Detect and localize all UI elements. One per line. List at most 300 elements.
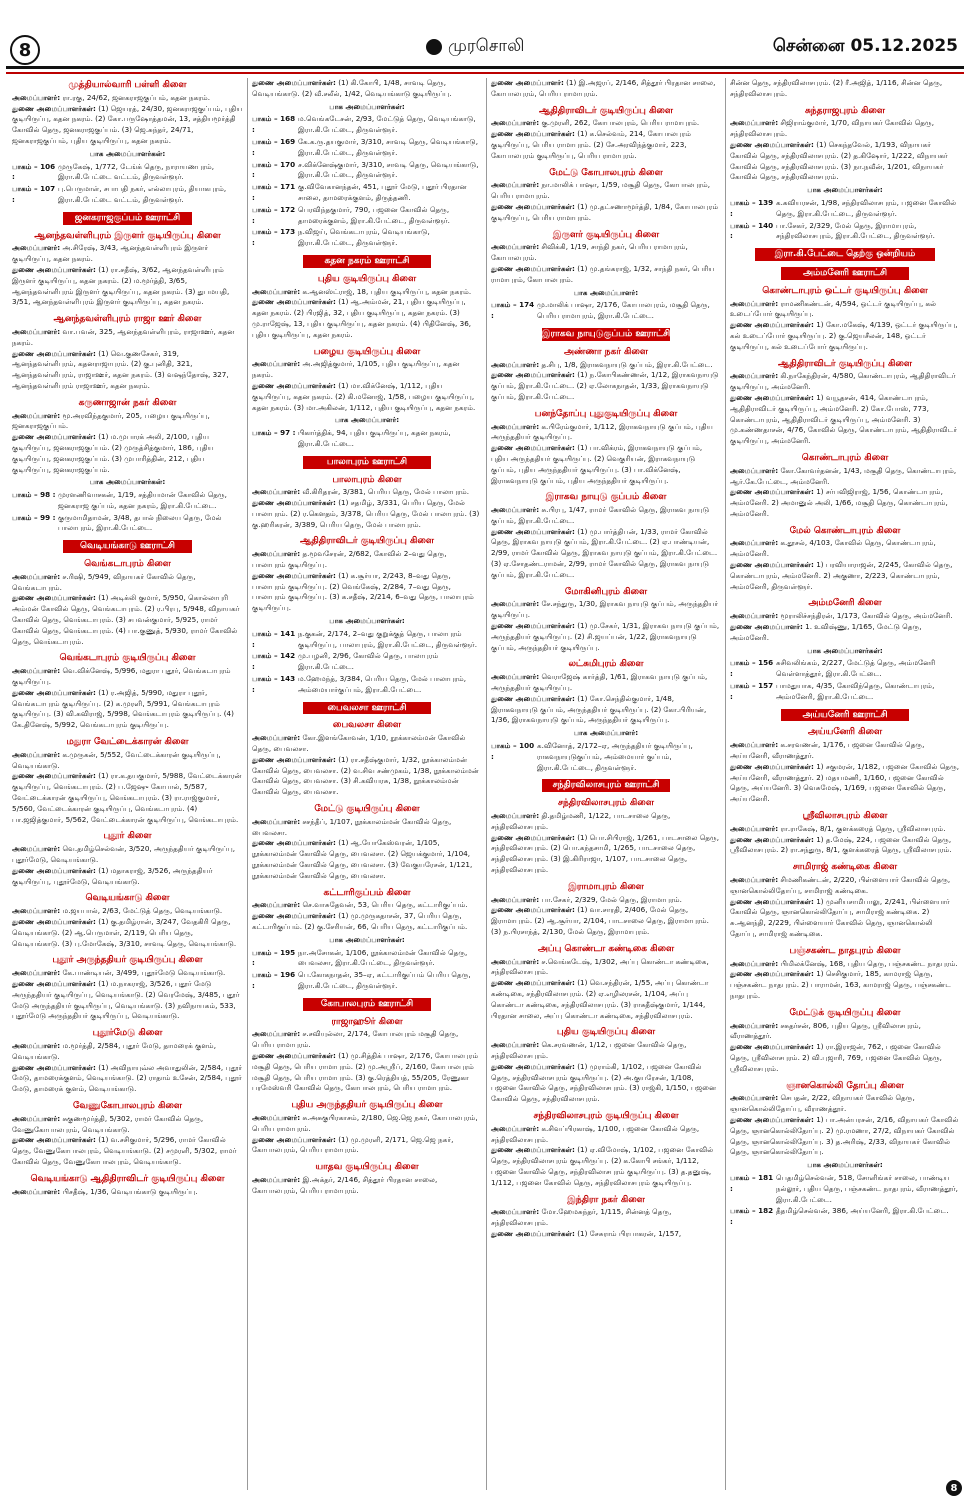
member-details: 1) சர்பவிஜிராஜ், 1/56, கொண்டாபுரம், அம்மனேரி. 2) அமானுல் அலி, 1/66, மசூதி தெரு, கொண்டாபுரம், அம்மனேரி. xyxy=(730,487,948,518)
member-entry xyxy=(491,1145,721,1188)
branch-block xyxy=(730,1081,960,1228)
branch-heading: மேட்டு குடியிருப்பு கிளை xyxy=(314,804,420,815)
booth-number: பாகம் – 169 : xyxy=(252,136,296,157)
role-label: அமைப்பாளர்: xyxy=(491,118,540,128)
role-label: அமைப்பாளர்: xyxy=(730,465,779,475)
member-details: (1) ம.முபாரக் அலி, 2/100, புதிய குடியிருப்பு, ஜனகராஜகுப்பம். (2) முருத்சித்குமார், 186, புதிய குடியிருப்பு, ஜனகராஜகுப்பம். (3) முபாரித்தின், 212, புதிய குடியிருப்பு, ஜனகராஜகுப்பம். xyxy=(12,432,214,474)
panchayat-heading: சந்திரவிலாசபுரம் ஊராட்சி xyxy=(542,779,671,792)
member-entry xyxy=(12,1041,243,1063)
role-label: துணை அமைப்பாளர்கள்: xyxy=(12,978,96,988)
member-entry xyxy=(730,897,960,940)
booth-member: ந.குகன், 2/174, 2–வது குறுக்குத் தெரு, பாலாபுரம் குடியிருப்பு, பாலாபுரம், இரா.கி.பேட்டை, திருவள்ளூர். xyxy=(298,628,477,649)
member-details: (1) ஜெயரத், 24/30, ஜனகராஜகுப்பம், புதிய குடியிருப்பு, கதன நகரம். (2) கோ.பருஷோத்தமன், 13, சத்தியமூர்த்தி கோவில் தெரு, ஜனகராஜகுப்பம். (3) ஜெ.சுந்தர், 24/71, ஜனகராஜகுப்பம், புதிய குடியிருப்பு, கதன நகரம். xyxy=(12,103,243,145)
branch-heading: சந்திரவிலாசபுரம் குடியிருப்பு கிளை xyxy=(533,1110,679,1121)
branch-block xyxy=(730,862,960,940)
branch-block xyxy=(12,212,243,225)
member-entry xyxy=(252,1135,482,1157)
member-entry xyxy=(730,824,960,835)
member-details: 1) சகுமரன், 1/182, பஜனை கோவில் தெரு, அய்யனேரி, வீராணத்தூர். 2) மதயமணி, 1/160, பஜனை கோவில் தெரு, அய்யனேரி. 3) வெசுமேஷ், 1/169, பஜனை கோவில் தெரு, அய்யனேரி. xyxy=(730,761,960,804)
member-entry xyxy=(252,487,482,498)
member-entry xyxy=(491,360,721,371)
member-entry xyxy=(730,466,960,488)
branch-block xyxy=(12,231,243,309)
role-label: துணை அமைப்பாளர்கள்: xyxy=(12,348,96,358)
booth-number: பாகம் – 195 : xyxy=(252,947,296,968)
emblem-icon xyxy=(426,39,442,55)
member-entry xyxy=(252,1113,482,1135)
member-entry xyxy=(491,672,721,694)
booth-subheading: பாக அமைப்பாளர்கள்: xyxy=(329,934,405,944)
member-details: நா.மாலிக் பாஷா, 1/59, மசூதி தெரு, கோபாலபுரம், பெரிய ராமாபுரம். xyxy=(491,180,711,201)
booth-number: பாகம் – 141 : xyxy=(252,628,296,649)
member-details: கி.நாகேந்திரன், 4/580, கொண்டாபுரம், ஆதிதிராவிடர் குடியிருப்பு, அம்மனேரி. xyxy=(730,371,956,392)
booth-member: மு.மாலிக் பாஷா, 2/176, கோபாலபுரம், மசூதி தெரு, பெரிய ராமாபுரம், இரா.கி.பேட்டை. xyxy=(537,300,710,321)
member-entry xyxy=(730,560,960,592)
role-label: துணை அமைப்பாளர்கள்: xyxy=(491,370,575,380)
booth-number: பாகம் – 100 : xyxy=(491,741,535,761)
member-details: (1) ஆ.யோகேஸ்வரன், 1/105, நூக்காலம்மன் கோவில் தெரு, பைவலசா. (2) ஜெயக்குமார், 1/104, நூக்காலம்மன் கோவில் தெரு, பைவலசா. (3) வேகுயரேசன், 1/121, நூக்காலம்மன் கோவில் தெரு, பைவலசா. xyxy=(252,838,473,880)
booth-member: க.கவியரசன், 1/98, சந்திரவிலாசபுரம், பஜனை கோவில் தெரு, இரா.கி.பேட்டை, திருவள்ளூர். xyxy=(776,197,957,218)
booth-number: பாகம் – 196 : xyxy=(252,970,296,990)
member-details: மோ.ஹேமசுந்தர், 1/115, சின்னத் தெரு, சந்திரவிலாசபுரம். xyxy=(491,1207,672,1228)
branch-heading: பனந்தோப்பு புதுகுடியிருப்பு கிளை xyxy=(534,408,678,419)
member-entry xyxy=(491,957,721,979)
role-label: அமைப்பாளர்: xyxy=(491,1040,540,1050)
member-entry xyxy=(491,180,721,202)
member-details: (1) சதமிழ், 3/331, பெரிய தெரு, மேல் பாலாபுரம். (2) ர.கெளதம், 3/378, பெரிய தெரு, மேல் பாலாபுரம். (3) கு.ஹரிகரன், 3/389, பெரிய தெரு, மேல் பாலாபுரம். xyxy=(252,498,480,529)
role-label: அமைப்பாளர்: xyxy=(491,1207,540,1217)
branch-block xyxy=(491,328,721,341)
panchayat-heading: ஜனகராஜகுப்பம் ஊராட்சி xyxy=(63,212,192,225)
member-entry xyxy=(252,297,482,340)
member-details: (1) ந.கோபிகண்ணன், 1/12, இராகவநாயுடு குப்பம், இரா.கி.பேட்டை. (2) ஏ.லோகநாதன், 1/33, இராகவநாயுடு குப்பம், இரா.கி.பேட்டை. xyxy=(491,370,719,401)
role-label: துணை அமைப்பாளர்கள்: xyxy=(252,1050,336,1060)
role-label: துணை அமைப்பாளர்கள்: xyxy=(252,1134,336,1144)
member-entry xyxy=(491,599,721,621)
branch-heading: ஆதிதிராவிடர் குடியிருப்பு கிளை xyxy=(300,536,434,547)
booth-entry xyxy=(252,674,482,696)
member-details: பிசதீஷ், 1/36, வெடியங்காடு குடியிருப்பு. xyxy=(62,1186,198,1196)
branch-block xyxy=(12,893,243,949)
role-label: அமைப்பாளர்: xyxy=(12,326,61,336)
booth-member: கே.க.ரு.தயகுமார், 3/310, சாவடி தெரு, வெடியங்காடு, இரா.கி.பேட்டை, திருவள்ளூர். xyxy=(298,136,478,157)
member-details: கே.பாண்டியன், 3/499, புதூர்மேடு வெடியங்காடு. xyxy=(62,968,226,978)
member-details: க.முருகன், 5/552, வேட்டைக்காரன் குடியிருப்பு, வெடியங்காடு. xyxy=(12,749,221,770)
member-details: 1) த.மேஷ், 224, பஜனை கோவில் தெரு, ஸ்ரீவிலாசபுரம். 2) ரா.சந்துரு, 8/1, குளக்கரைத் தெரு, ஸ்ரீவிலாசபுரம். xyxy=(730,834,952,855)
member-entry xyxy=(730,762,960,805)
role-label: அமைப்பாளர்: xyxy=(12,92,61,102)
branch-block xyxy=(491,1027,721,1105)
member-entry xyxy=(730,1042,960,1074)
branch-block xyxy=(730,248,960,261)
booth-member: மு.பழனி, 2/96, கோவில் தெரு, பாலாபுரம் இரா.கி.பேட்டை. xyxy=(298,651,439,672)
branch-block xyxy=(491,492,721,580)
paper-name xyxy=(426,36,525,58)
booth-number: பாகம் – 172 : xyxy=(252,204,296,225)
member-details: (1) வ.சசிகுமார், 5/296, ராமர் கோவில் தெரு, வேணுகோபாலபுரம், வெடியங்காடு. (2) சமுரளி, 5/302, ராமர் கோவில் தெரு, வேணுகோபாலபுரம், வெடியங்காடு. xyxy=(12,1135,237,1166)
booth-subheading: பாக அமைப்பாளர்கள்: xyxy=(807,1160,883,1170)
booth-subheading: பாக அமைப்பாளர்: xyxy=(573,728,639,738)
member-entry xyxy=(730,959,960,970)
branch-block xyxy=(491,347,721,403)
member-entry xyxy=(491,1124,721,1146)
booth-number: பாகம் – 156 : xyxy=(730,658,774,679)
member-details: 1) செசிகுமார், 185, காமராஜ் தெரு, பஞ்சகண்ட நாதபுரம். 2) பாராமன், 163, காமராஜ் தெரு, பஞ்சகண்ட நாதபுரம். xyxy=(730,969,952,1000)
member-details: கோ.இளங்கோவன், 1/10, நூக்காலம்மன் கோவில் தெரு, பைவலசா. xyxy=(252,733,466,754)
member-entry xyxy=(252,381,482,413)
branch-block xyxy=(12,831,243,887)
branch-heading: லட்சுமிபுரம் கிளை xyxy=(568,659,644,670)
column-1 xyxy=(8,78,247,1490)
booth-member: கு.விவேகானந்தன், 451, புதூர் மேடு, புதூர் பிரதான சாலை, தாமரைக்குளம், திருத்தணி. xyxy=(298,182,467,202)
column-3 xyxy=(486,78,725,1490)
booth-number: பாகம் – 173 : xyxy=(252,227,296,248)
booth-member: முரளணிவாசகன், 1/19, சத்தியமான் கோவில் தெரு, ஜனகராஜ குப்பம், கதன நகரம், இரா.கி.பேட்டை. xyxy=(58,490,227,510)
role-label: துணை அமைப்பாளர்கள்: xyxy=(491,1061,575,1071)
member-details: வீ.கிரிதரன், 3/381, பெரிய தெரு, மேல் பாலாபுரம். xyxy=(302,487,470,497)
member-entry xyxy=(730,1093,960,1115)
branch-block xyxy=(252,804,482,882)
branch-heading: வெடியங்காடு கிளை xyxy=(85,893,170,904)
branch-block xyxy=(491,1195,721,1240)
member-entry xyxy=(12,688,243,731)
branch-block xyxy=(12,653,243,731)
member-entry xyxy=(12,844,243,866)
branch-heading: புதூர் அருந்ததியர் குடியிருப்பு கிளை xyxy=(52,955,203,966)
member-details: ரா.ராகேஷ், 8/1, குளக்கரைத் தெரு, ஸ்ரீவிலாசபுரம். xyxy=(780,823,946,833)
role-label: அமைப்பாளர்: xyxy=(491,894,540,904)
branch-block xyxy=(730,106,960,243)
role-label: துணை அமைப்பாளர்கள்: xyxy=(12,432,96,442)
panchayat-heading: பாலாபுரம் ஊராட்சி xyxy=(303,456,432,469)
member-entry xyxy=(252,838,482,881)
member-details: கெ.சரவணன், 1/12, பஜனை கோவில் தெரு, சந்திரவிலாசபுரம். xyxy=(491,1040,687,1060)
branch-heading: ஸ்ரீவிலாசபுரம் கிளை xyxy=(802,811,888,822)
member-details: (1) சேசுராம் பிரபாகரன், 1/157, xyxy=(577,1228,682,1238)
branch-heading: புதூர் கிளை xyxy=(103,831,152,842)
booth-number: பாகம் – 140 : xyxy=(730,220,774,241)
branch-heading: ராஜாஹூர் கிளை xyxy=(331,1016,403,1027)
branch-block xyxy=(252,720,482,798)
branch-heading: புதிய குடியிருப்பு கிளை xyxy=(317,273,417,284)
role-label: துணை அமைப்பாளர்கள்: xyxy=(730,761,814,771)
role-label: துணை அமைப்பாளர்கள்: xyxy=(491,526,575,536)
member-entry xyxy=(730,835,960,857)
role-label: அமைப்பாளர்: xyxy=(252,1112,301,1122)
booth-member: நா.அசோகன், 1/106, நூக்காலம்மன் கோவில் தெரு, பைவலசா, இரா.கி.பேட்டை, திருவள்ளூர். xyxy=(298,947,468,968)
role-label: அமைப்பாளர்: xyxy=(252,286,301,296)
booth-number: பாகம் – 157 : xyxy=(730,681,774,701)
member-entry xyxy=(730,371,960,393)
booth-number: பாகம் – 181 : xyxy=(730,1172,774,1193)
branch-block xyxy=(12,1028,243,1095)
member-details: கோ.கோவர்தனன், 1/43, மசூதி தெரு, கொண்டாபுரம், ஆர்.கே.பேட்டை, அம்மனேரி. xyxy=(730,465,957,486)
member-details: அ.சிரேஷ், 3/43, ஆனந்தவள்ளிபுரம் இருளர் குடியிருப்பு, கதன நகரம். xyxy=(12,243,209,264)
branch-block xyxy=(252,888,482,992)
branch-heading: கருணாஜான் நகர் கிளை xyxy=(78,397,177,408)
role-label: அமைப்பாளர்: xyxy=(730,538,779,548)
branch-heading: முத்தியால்வாரி பள்ளி கிளை xyxy=(68,80,187,90)
member-entry xyxy=(730,78,960,100)
member-entry xyxy=(12,93,243,104)
branch-heading: வெங்கடாபுரம் கிளை xyxy=(84,559,171,570)
booth-entry xyxy=(252,948,482,970)
branch-heading: புதூர்மேடு கிளை xyxy=(92,1028,163,1039)
member-entry xyxy=(491,621,721,653)
booth-member: ந.விஜய், வெங்கடாபுரம், வெடியங்காடு, இரா.கி.பேட்டை, திருவள்ளூர். xyxy=(298,227,430,248)
role-label: துணை அமைப்பாளர்கள்: xyxy=(12,687,96,697)
booth-member: முருகேஷ், 1/772, டேங்க் தெரு, நாராயணபுரம், இரா.கி.பேட்டை வட்டம், திருவள்ளூர். xyxy=(58,161,215,182)
booth-subheading: பாக அமைப்பாளர்கள்: xyxy=(329,616,405,626)
member-entry xyxy=(252,571,482,614)
member-details: சிவிக்கி, 1/19, சாந்தி நகர், பெரிய ராமாபுரம், கோபாலபுரம். xyxy=(491,242,688,263)
branch-block xyxy=(491,587,721,654)
booth-entry xyxy=(252,629,482,651)
booth-entry xyxy=(252,227,482,249)
member-entry xyxy=(252,1051,482,1094)
branch-heading: சந்திரவிலாசபுரம் கிளை xyxy=(558,798,654,809)
member-entry xyxy=(252,1029,482,1051)
role-label: அமைப்பாளர்: xyxy=(252,487,301,497)
role-label: அமைப்பாளர்: xyxy=(730,611,779,621)
role-label: அமைப்பாளர்: xyxy=(730,875,779,884)
member-details: (1) மு.முரளி, 2/171, ஜெ.ஜெ நகர், கோபாலபுரம், பெரிய ராமாபுரம். xyxy=(252,1134,454,1155)
member-details: (1) வெ.சந்திரன், 1/55, அப்பு கொண்டா கண்டிகை, சந்திரவிலாசபுரம். (2) ஏ.எழிலரசன், 1/104, அப்பு கொண்டா கண்டிகை, சந்திரவிலாசபுரம். (3) ராசுதீஷ்குமார், 1/144, பிரதான சாலை, அப்பு கொண்டா கண்டிகை, சந்திரவிலாசபுரம். xyxy=(491,978,709,1020)
role-label: துணை அமைப்பாளர்கள்: xyxy=(730,1114,814,1124)
role-label: துணை அமைப்பாளர்கள்: xyxy=(730,392,814,402)
branch-heading: ஞானகொல்லி தோப்பு கிளை xyxy=(786,1080,904,1091)
panchayat-heading: அய்யனேரி ஊராட்சி xyxy=(781,709,910,722)
branch-heading: கட்டாரிகுப்பம் கிளை xyxy=(323,887,411,898)
member-details: 1) பரவியாராஜன், 2/245, கோவில் தெரு, கொண்டாபுரம், அம்மனேரி. 2) அகுணா, 2/223, கொண்டாபுரம், அம்மனேரி, திருவள்ளூர். xyxy=(730,560,953,591)
role-label: அமைப்பாளர்: xyxy=(730,958,779,968)
branch-block xyxy=(491,659,721,773)
member-entry xyxy=(12,771,243,825)
role-label: அமைப்பாளர்: xyxy=(12,410,61,420)
role-label: துணை அமைப்பாளர்கள்: xyxy=(12,103,96,113)
member-details: அ.அஜித்குமார், 1/105, புதிய குடியிருப்பு, கதன நகரம். xyxy=(252,359,460,380)
member-details: கு.முரளி, 262, கோபாலபுரம், பெரிய ராமாபுரம். xyxy=(541,118,700,128)
member-details: (1) மு.முருகதாசன், 37, பெரிய தெரு, கட்டாரிகுப்பம். (2) கு.சேரியன், 66, பெரிய தெரு, கட்டாரிகுப்பம். xyxy=(252,911,468,931)
member-details: (1) ம.நாகராஜ், 3/526, புதூர் மேடு அருந்ததியர் குடியிருப்பு, வெடியங்காடு. (2) வெரமேஷ், 3/485, புதூர் மேடு அருந்ததியர் குடியிருப்பு, வெடியங்காடு. (3) நவிநாயகம், 533, புதூர்மேடு அருந்ததியர் குடியிருப்பு, வெடியங்காடு. xyxy=(12,978,240,1021)
role-label: துணை அமைப்பாளர்கள்: xyxy=(252,498,336,508)
member-details: (1) ஏ.விமோஷ், 1/102, பஜனை கோவில் தெரு, சந்திரவிலாசபுரம் குடியிருப்பு. (2) க.கோபி சங்கர், 1/112, பஜனை கோவில் தெரு, சந்திரவிலாசபுரம் குடியிருப்பு. (3) த.தனுஷ், 1/112, பஜனை கோவில் தெரு, சந்திரவிலாசபுரம் குடியிருப்பு. xyxy=(491,1145,714,1187)
member-entry xyxy=(491,443,721,486)
member-details: தி.தமிழ்மணி, 1/122, பாடசாலை தெரு, சந்திரவிலாசபுரம். xyxy=(491,811,671,831)
role-label: துணை அமைப்பாளர்கள்: xyxy=(252,380,336,390)
member-entry xyxy=(491,370,721,402)
member-entry xyxy=(491,1207,721,1229)
branch-block xyxy=(730,1008,960,1075)
member-entry xyxy=(730,969,960,1001)
union-heading: இரா.கி.பேட்டை தெற்கு ஒன்றியம் xyxy=(755,248,934,261)
branch-heading: அண்ணா நகர் கிளை xyxy=(563,346,649,357)
member-entry xyxy=(730,299,960,321)
role-label: அமைப்பாளர்: xyxy=(252,816,301,826)
member-details: (1) மு.பார்த்திபன், 1/33, ராமர் கோவில் தெரு, இராகவ நாயுடு குப்பம், இரா.கி.பேட்டை. (2) ஏ.பாண்டியன், 2/99, ராமர் கோவில் தெரு, இராகவ நாயுடு குப்பம், இரா.கி.பேட்டை. (3) ஏ.சோதண்டராமன், 2/99, ராமர் கோவில் தெரு, இராகவ நாயுடு குப்பம், இரா.கி.பேட்டை. xyxy=(491,526,718,579)
member-entry xyxy=(491,978,721,1021)
member-details: ச.ரிஷி, 5/949, விநாயகர் கோவில் தெரு, வெங்கடாபுரம். xyxy=(12,571,196,592)
booth-entry xyxy=(730,681,960,703)
member-entry xyxy=(491,118,721,129)
member-details: (1) மு.சேகர், 1/31, இராகவ நாயுடு குப்பம், அருந்ததியர் குடியிருப்பு. (2) சி.ஜயப்பன், 1/22, இராகவநாயுடு குப்பம், அருந்ததியர் குடியிருப்பு. xyxy=(491,621,720,652)
branch-block xyxy=(12,80,243,206)
branch-block xyxy=(491,168,721,224)
role-label: அமைப்பாளர்: xyxy=(491,599,540,609)
booth-entry xyxy=(491,741,721,773)
booth-entry xyxy=(12,490,243,512)
booth-number: பாகம் – 182 : xyxy=(730,1206,774,1227)
booth-number: பாகம் – 142 : xyxy=(252,651,296,672)
member-details: 1) ரா.இராஜன், 762, பஜனை கோவில் தெரு, ஸ்ரீவிலாசபுரம். 2) வி.புஜாரி, 769, பஜனை கோவில் தெரு, ஸ்ரீவிலாசபுரம். xyxy=(730,1042,942,1073)
member-details: (1) செகந்தவேல், 1/193, விநாயகர் கோவில் தெரு, சந்திரவிலாசபுரம். (2) த.கிஷோர், 1/222, விநாயகர் கோவில் தெரு, சந்திரவிலாசபுரம். (3) நா.நவீன், 1/201, விநாயகர் கோவில் தெரு, சந்திரவிலாசபுரம். xyxy=(730,139,948,182)
header-rule xyxy=(6,72,964,74)
member-entry xyxy=(12,593,243,647)
member-details: க.சிவப்பிரகாஷ், 1/100, பஜனை கோவில் தெரு, சந்திரவிலாசபுரம். xyxy=(491,1123,700,1144)
member-details: மூராலிச்சந்திரன், 1/173, கோவில் தெரு, அம்மனேரி. xyxy=(780,611,953,621)
branch-block xyxy=(12,1174,243,1198)
role-label: துணை அமைப்பாளர்கள்: xyxy=(12,1135,96,1145)
role-label: அமைப்பாளர்: xyxy=(252,733,301,743)
booth-subheading: பாக அமைப்பாளர்கள்: xyxy=(807,185,883,195)
booth-member: பிகார்த்திக், 94, புதிய குடியிருப்பு, கதன நகரம், இரா.கி.பேட்டை. xyxy=(298,428,451,448)
branch-heading: கொண்டாபுரம் கிளை xyxy=(801,452,889,463)
member-entry xyxy=(491,202,721,224)
member-details: (1) மதாகராஜ், 3/526, அருந்ததியர் குடியிருப்பு, புதூர்மேடு, வெடியங்காடு. xyxy=(12,865,213,886)
branch-block xyxy=(12,737,243,825)
role-label: துணை அமைப்பாளர்கள்: xyxy=(491,201,575,211)
branch-block xyxy=(730,78,960,100)
branch-heading: புதிய அருந்ததியர் குடியிருப்பு கிளை xyxy=(291,1100,443,1111)
role-label: அமைப்பாளர்: xyxy=(730,118,779,128)
role-label: அமைப்பாளர்: xyxy=(252,549,301,559)
role-label: துணை அமைப்பாளர்கள்: xyxy=(252,754,336,764)
member-entry xyxy=(252,549,482,571)
member-entry xyxy=(730,611,960,622)
branch-block xyxy=(252,998,482,1011)
member-entry xyxy=(252,733,482,755)
branch-heading: புதிய குடியிருப்பு கிளை xyxy=(556,1027,656,1038)
role-label: அமைப்பாளர்: xyxy=(491,956,540,966)
member-entry xyxy=(12,1187,243,1198)
branch-heading: இராமாபுரம் கிளை xyxy=(568,881,644,892)
branch-heading: வேணுகோபாலபுரம் கிளை xyxy=(72,1100,183,1111)
booth-number: பாகம் – 139 : xyxy=(730,197,774,218)
branch-block xyxy=(491,944,721,1022)
member-details: வா.பவன், 325, ஆனந்தவள்ளிபுரம், ராஜாஊர், கதன நகரம். xyxy=(12,326,235,347)
member-details: க.தூசல், 4/103, கோவில் தெரு, கொண்டாபுரம், அம்மனேரி. xyxy=(730,538,936,559)
booth-subheading: பாக அமைப்பாளர்: xyxy=(334,415,400,425)
branch-block xyxy=(252,475,482,531)
branch-heading: மதுரா வேட்டைக்காரன் கிளை xyxy=(66,737,189,748)
booth-number: பாகம் – 99 : xyxy=(12,512,56,522)
role-label: அமைப்பாளர்: xyxy=(491,505,540,515)
role-label: துணை அமைப்பாளர்கள்: xyxy=(491,443,575,453)
branch-block xyxy=(12,314,243,392)
member-entry xyxy=(12,265,243,308)
branch-heading: அப்பு கொண்டா கண்டிகை கிளை xyxy=(537,943,675,954)
role-label: துணை அமைப்பாளர்கள்: xyxy=(252,838,336,848)
member-entry xyxy=(12,327,243,349)
member-entry xyxy=(252,817,482,839)
role-label: துணை அமைப்பாளர்கள்: xyxy=(12,916,96,926)
booth-entry xyxy=(252,182,482,204)
member-entry xyxy=(730,118,960,140)
member-entry xyxy=(12,1063,243,1095)
role-label: அமைப்பாளர்: xyxy=(730,1093,779,1103)
booth-entry xyxy=(12,513,243,535)
branch-block xyxy=(252,1017,482,1095)
member-details: (1) பா.விக்ரம், இராகவநாயுடு குப்பம், புதிய அருந்ததியர் குடியிருப்பு. (2) வெகுரியன், இராகவநாயுடு குப்பம், புதிய அருந்ததியர் குடியிருப்பு. (3) பா.விக்னேஷ், இராகவநாயுடு குப்பம், புதிய அருந்ததியர் குடியிருப்பு. xyxy=(491,443,703,485)
branch-heading: வெங்கடாபுரம் குடியிருப்பு கிளை xyxy=(59,653,196,664)
member-entry xyxy=(12,750,243,772)
role-label: துணை அமைப்பாளர்கள்: xyxy=(491,1228,575,1238)
booth-number: பாகம் – 98 : xyxy=(12,490,56,500)
branch-block xyxy=(730,946,960,1002)
role-label: துணை அமைப்பாளர்கள்: xyxy=(12,771,96,781)
booth-subheading: பாக அமைப்பாளர்கள்: xyxy=(329,101,405,111)
member-entry xyxy=(12,979,243,1022)
member-details: ச.வெங்கடேஷ், 1/302, அப்பு கொண்டா கண்டிகை, சந்திரவிலாசபுரம். xyxy=(491,956,709,977)
role-label: அமைப்பாளர்: xyxy=(252,900,301,910)
member-details: (1) வா.சாரதி, 2/406, மேல் தெரு, இராமாபுரம். (2) ஆ.சூர்யா, 2/104, பாடசாலை தெரு, இராமாபுரம். (3) ந.பிரசாந்த், 2/130, மேல் தெரு, இராமாபுரம். xyxy=(491,905,709,936)
booth-subheading: பாக அமைப்பாளர்கள்: xyxy=(807,645,883,655)
member-details: ச.சவியுல்லா, 2/174, கோபாலபுரம் மசூதி தெரு, பெரிய ராமாபுரம். xyxy=(252,1029,459,1050)
member-details: (1) க.சூர்யா, 2/243, 8–வது தெரு, பாலாபுரம் குடியிருப்பு. (2) வெங்கேஷ், 2/284, 7–வது தெரு, பாலாபுரம் குடியிருப்பு. (3) க.சதீஷ், 2/214, 6–வது தெரு, பாலாபுரம் குடியிருப்பு. xyxy=(252,570,474,613)
member-entry xyxy=(252,900,482,911)
role-label: அமைப்பாளர்: xyxy=(12,968,61,978)
footer-page-number: 8 xyxy=(946,1480,962,1496)
member-details: செ.வாசுதேவன், 53, பெரிய தெரு, கட்டாரிகுப்பம். xyxy=(302,900,468,910)
branch-block xyxy=(730,727,960,805)
member-entry xyxy=(252,498,482,530)
branch-block xyxy=(730,286,960,353)
member-details: (1) வெ.குணசேகர், 319, ஆனந்தவள்ளிபுரம், கதனராஜாபுரம். (2) கு.புனிதி, 321, ஆனந்தவள்ளிபுரம், ராஜாஊர், கதன நகரம். (3) வஷந்தோஷ், 327, ஆனந்தவள்ளிபுரம் ராஜாஊர், கதன நகரம். xyxy=(12,348,229,390)
member-entry xyxy=(12,349,243,392)
member-entry xyxy=(252,78,482,100)
role-label: அமைப்பாளர்: xyxy=(491,180,540,190)
panchayat-heading: அம்மனேரி ஊராட்சி xyxy=(781,267,910,280)
member-entry xyxy=(730,320,960,352)
role-label: அமைப்பாளர்: xyxy=(491,359,540,369)
branch-heading: மேட்டு கோபாலபுரம் கிளை xyxy=(549,167,663,178)
member-details: ம.ஜயபால், 2/63, மேட்டுத் தெரு, வெடியங்காடு. xyxy=(62,906,223,916)
role-label: துணை அமைப்பாளர்கள்: xyxy=(252,570,336,580)
branch-heading: ஆனந்தவள்ளிபுரம் இருளர் குடியிருப்பு கிளை xyxy=(34,230,221,241)
branch-block xyxy=(730,709,960,722)
role-label: அமைப்பாளர்: xyxy=(252,1174,301,1184)
member-entry xyxy=(12,906,243,917)
role-label: துணை அமைப்பாளர்கள்: xyxy=(252,911,336,921)
role-label: துணை அமைப்பாளர்கள்: xyxy=(12,264,96,274)
branch-heading: பாலாபுரம் கிளை xyxy=(332,474,402,485)
booth-number: பாகம் – 174 : xyxy=(491,300,535,321)
member-details: சசந்தீப், 1/107, நூக்காலம்மன் கோவில் தெரு, பைவலசா. xyxy=(252,816,452,837)
member-entry xyxy=(491,1040,721,1062)
member-details: 1. உவிஷ்ணு, 1/165, மேட்டு தெரு, அம்மனேரி. xyxy=(730,622,922,642)
member-details: (1) ர.அஜித், 5/990, மதுரா புதூர், வெங்கடாபுரம் குடியிருப்பு. (2) க.முரளி, 5/991, வெங்கடாபுரம் குடியிருப்பு. (3) வி.கவிராஜ், 5/998, வெங்கடாபுரம் குடியிருப்பு. (4) கே.தினேஷ், 5/992, வெங்கடாபுரம் குடியிருப்பு. xyxy=(12,687,234,730)
role-label: அமைப்பாளர்: xyxy=(12,1186,61,1196)
booth-number: பாகம் – 143 : xyxy=(252,674,296,694)
booth-entry xyxy=(252,970,482,992)
member-details: சு.அசுகுபிரகாசம், 2/180, ஜெ.ஜெ நகர், கோபாலபுரம், பெரிய ராமாபுரம். xyxy=(252,1112,478,1133)
role-label: துணை அமைப்பாளர்கள்: xyxy=(491,905,575,915)
role-label: துணை அமைப்பாளர்கள்: xyxy=(730,1042,814,1052)
member-details: சிஜிராம்குமார், 1/70, விநாயகர் கோவில் தெரு, சந்திரவிலாசபுரம். xyxy=(730,118,934,139)
role-label: அமைப்பாளர்: xyxy=(12,906,61,916)
member-entry xyxy=(730,875,960,897)
member-details: க.சரவணன், 1/176, பஜனை கோவில் தெரு, அய்யனேரி, வீராணத்தூர். xyxy=(730,740,925,761)
